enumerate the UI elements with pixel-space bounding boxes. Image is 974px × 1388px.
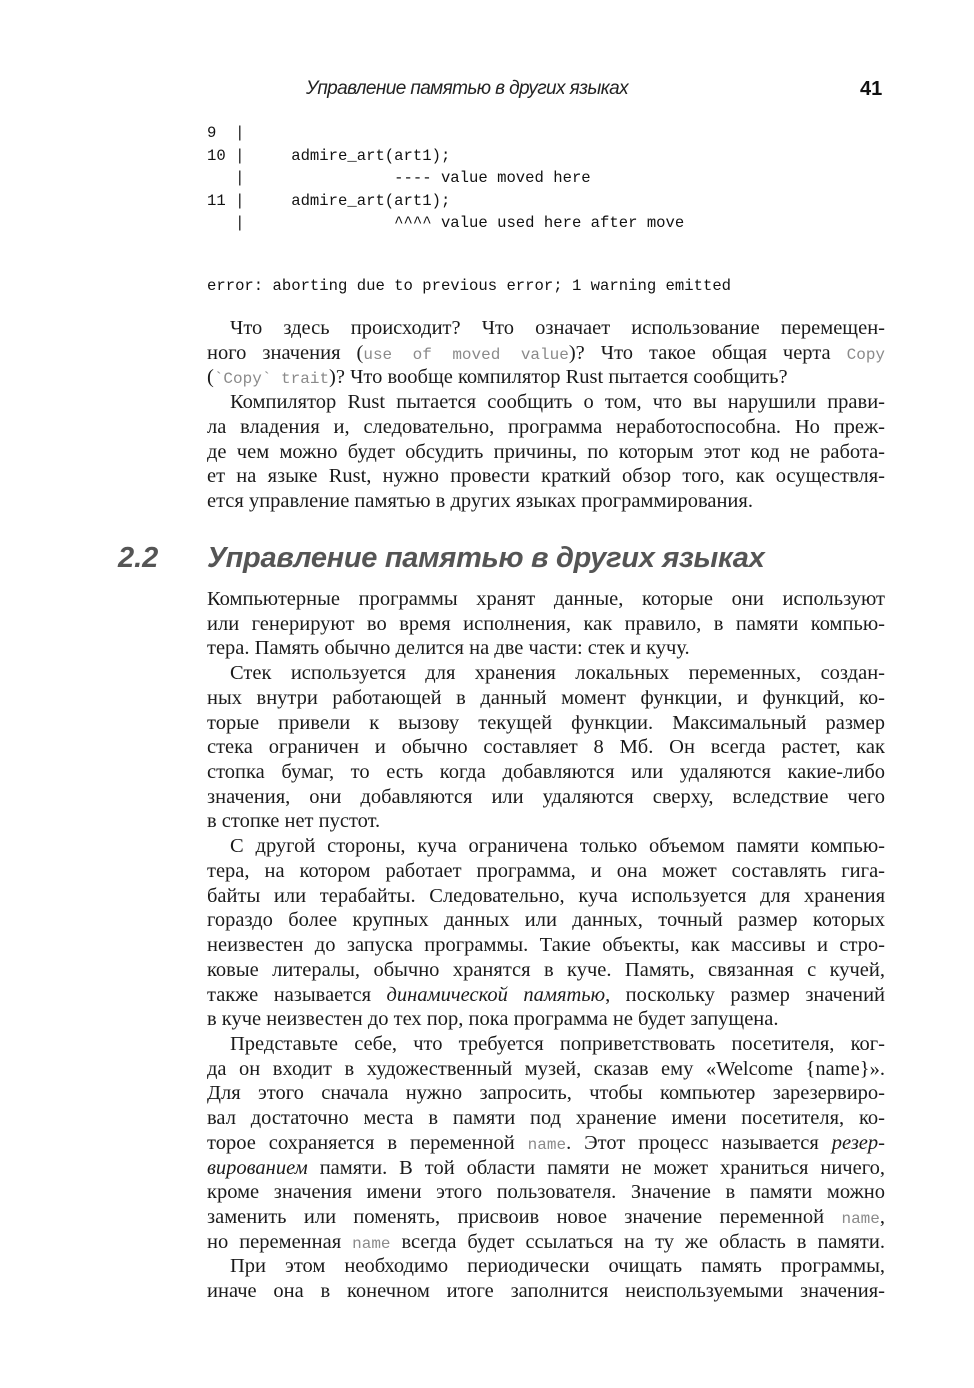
text-line [207, 1156, 885, 1181]
text-line [207, 612, 885, 637]
text-segment: Представьте себе, что требуется поприветствовать посетителя, ког- [230, 1032, 885, 1055]
text-segment: торое сохраняется в переменной [207, 1131, 528, 1154]
text-line [207, 958, 885, 983]
text-segment: Что здесь происходит? Что означает использование перемещен- [230, 317, 885, 339]
text-segment: кроме значения имени этого пользователя. Значение в памяти можно [207, 1181, 885, 1204]
code-line: 10 | admire_art(art1); [207, 146, 451, 165]
text-segment: ковые литералы, обычно хранятся в куче. Память, связанная с кучей, [207, 958, 885, 981]
text-line [207, 1131, 885, 1156]
text-segment: памяти. В той области памяти не может храниться ничего, [307, 1156, 885, 1179]
text-line [207, 933, 885, 958]
text-segment: ( [207, 366, 214, 389]
text-segment: торые привели к вызову текущей функции. Максимальный размер [207, 711, 885, 734]
inline-code: name [352, 1234, 391, 1253]
code-line: | ---- value moved here [207, 169, 591, 187]
italic-term: вированием [207, 1156, 308, 1179]
text-line [207, 440, 885, 465]
text-segment: но переменная [207, 1230, 353, 1253]
code-line: | ^^^^ value used here after move [207, 214, 685, 232]
code-line: 9 | [207, 124, 245, 142]
text-segment: При этом необходимо периодически очищать память программы, [230, 1255, 885, 1278]
text-segment: стопка бумаг, то есть когда добавляются или удаляются какие-либо [207, 761, 885, 784]
text-line [207, 1205, 885, 1230]
text-line [207, 785, 885, 810]
text-line [207, 1081, 885, 1106]
italic-term: резер- [831, 1131, 885, 1154]
text-segment: )? Что вообще компилятор Rust пытается сообщить? [329, 366, 788, 389]
text-line [207, 390, 885, 415]
text-line [207, 587, 885, 612]
text-segment: Для этого сначала нужно запросить, чтобы компьютер зарезервиро- [207, 1082, 885, 1105]
text-segment: тера. Память обычно делится на две части: стек и кучу. [207, 637, 690, 660]
section-title: Управление памятью в других языках [207, 542, 765, 574]
section-body [207, 587, 885, 1304]
text-segment: ных внутри работающей в данный момент функции, и функций, ко- [207, 686, 885, 709]
text-line [207, 415, 885, 440]
text-segment: всегда будет ссылаться на ту же область в памяти. [390, 1230, 885, 1253]
text-line [207, 760, 885, 785]
text-line [207, 735, 885, 760]
text-segment: ного значения ( [207, 341, 364, 364]
text-segment: значения, они добавляются или удаляются сверху, вследствие чего [207, 785, 885, 808]
running-head: Управление памятью в других языках [306, 78, 628, 99]
code-listing [207, 122, 684, 235]
text-line [207, 365, 885, 390]
text-segment: , поскольку размер значений [605, 983, 886, 1006]
text-line [207, 1254, 885, 1279]
text-line [207, 636, 885, 661]
text-segment: . Этот процесс называется [566, 1131, 832, 1154]
text-line [207, 1180, 885, 1205]
text-line [207, 341, 885, 366]
text-line [207, 908, 885, 933]
text-line [207, 1057, 885, 1082]
text-line [207, 809, 885, 834]
text-segment: байты или терабайты. Следовательно, куча используется для хранения [207, 884, 885, 907]
italic-term: динамической памятью [386, 983, 606, 1006]
text-line [207, 1032, 885, 1057]
text-line [207, 316, 885, 341]
text-line [207, 464, 885, 489]
section-number: 2.2 [118, 542, 159, 574]
text-segment: Компьютерные программы хранят данные, которые они используют [207, 588, 885, 610]
inline-code: use of moved value [363, 345, 569, 364]
text-segment: )? Что такое общая черта [568, 341, 847, 364]
text-segment: де чем можно будет обсудить причины, по которым этот код не работа- [207, 440, 885, 463]
text-segment: , [879, 1205, 885, 1228]
text-line [207, 711, 885, 736]
text-segment: неизвестен до запуска программы. Такие объекты, как массивы и стро- [207, 934, 885, 957]
text-line [207, 1106, 885, 1131]
text-segment: гораздо более крупных данных или данных, точный размер которых [207, 909, 885, 932]
text-segment: в стопке нет пустот. [207, 810, 381, 833]
inline-code: `Copy` trait [213, 370, 330, 389]
text-line [207, 834, 885, 859]
text-line [207, 686, 885, 711]
text-segment: тера, на котором работает программа, и она может составлять гига- [207, 859, 885, 882]
intro-text [207, 316, 885, 514]
inline-code: name [527, 1135, 567, 1154]
text-segment: стека ограничен и обычно составляет 8 Мб. Он всегда растет, как [207, 736, 885, 759]
text-line [207, 661, 885, 686]
text-line [207, 1279, 885, 1304]
text-segment: ется управление памятью в других языках программирования. [207, 490, 753, 513]
text-segment: в куче неизвестен до тех пор, пока программа не будет запущена. [207, 1008, 779, 1031]
text-segment: иначе она в конечном итоге заполнится неиспользуемыми значения- [207, 1280, 885, 1303]
text-segment: заменить или поменять, присвоив новое значение переменной [207, 1205, 842, 1228]
inline-code: name [841, 1209, 880, 1228]
text-line [207, 1007, 885, 1032]
inline-code: Copy [846, 345, 886, 364]
text-segment: ет на языке Rust, нужно провести краткий обзор того, как осуществля- [207, 465, 885, 488]
text-segment: вал достаточно места в памяти под хранение имени посетителя, ко- [207, 1107, 885, 1130]
text-segment: Компилятор Rust пытается сообщить о том, что вы нарушили прави- [230, 391, 885, 414]
text-segment: Стек используется для хранения локальных переменных, создан- [230, 662, 885, 685]
page-number: 41 [860, 78, 883, 100]
text-line [207, 983, 885, 1008]
text-line [207, 1230, 885, 1255]
text-segment: или генерируют во время исполнения, как правило, в памяти компью- [207, 612, 885, 635]
text-segment: ла владения и, следовательно, программа неработоспособна. Но преж- [207, 415, 885, 438]
text-line [207, 884, 885, 909]
text-segment: также называется [207, 983, 387, 1006]
text-segment: С другой стороны, куча ограничена только объемом памяти компью- [230, 835, 885, 858]
text-line [207, 489, 885, 514]
code-line: 11 | admire_art(art1); [207, 191, 451, 210]
error-message: error: aborting due to previous error; 1 warning emitted [207, 277, 732, 295]
text-segment: да он входит в художественный музей, сказав ему «Welcome {name}». [207, 1057, 885, 1080]
text-line [207, 859, 885, 884]
